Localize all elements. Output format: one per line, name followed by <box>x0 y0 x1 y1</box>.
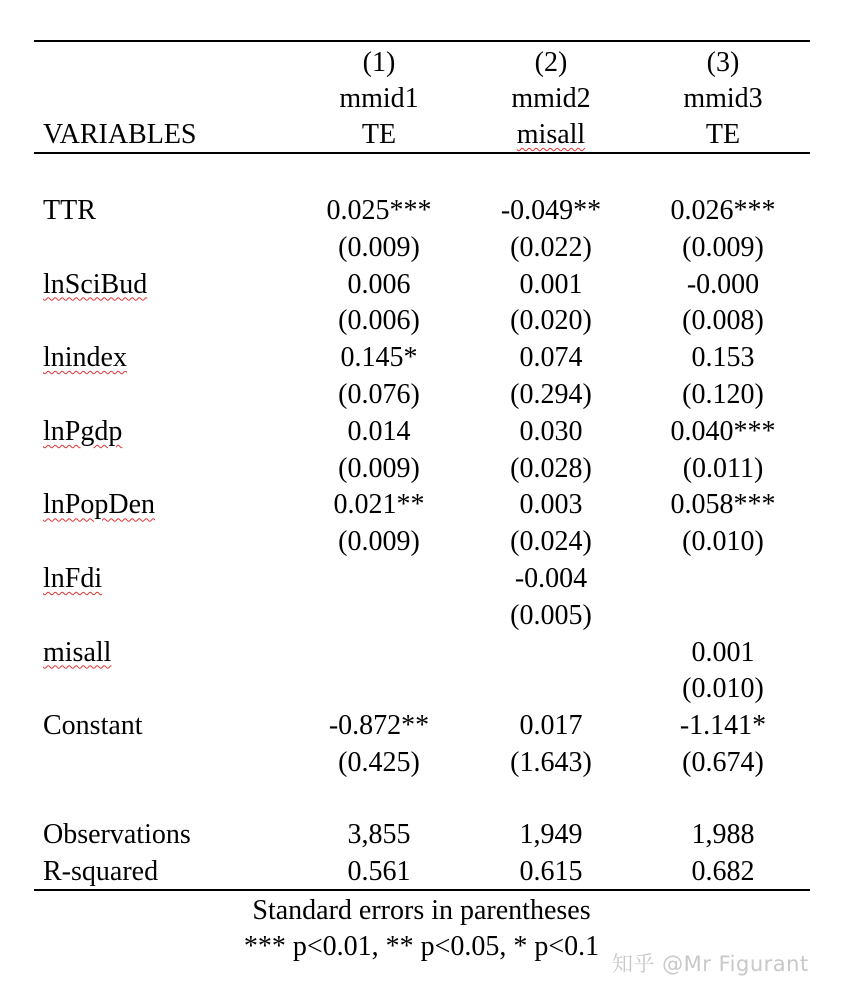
se-cell: (0.425) <box>338 747 420 778</box>
note-standard-errors: Standard errors in parentheses <box>252 895 591 926</box>
se-cell: (0.006) <box>338 305 420 337</box>
coef-cell: -1.141* <box>679 710 767 742</box>
col-model-1: mmid1 <box>339 83 419 114</box>
col-depvar-3: TE <box>705 119 741 150</box>
coef-cell: 0.014 <box>347 415 411 447</box>
variable-name: lnPopDen <box>43 489 155 521</box>
coef-cell: 0.025*** <box>326 195 432 226</box>
col-number-1: (1) <box>362 47 396 78</box>
se-cell: (0.024) <box>510 526 592 558</box>
coef-cell: -0.000 <box>686 268 760 300</box>
coef-cell: 0.040*** <box>670 415 776 447</box>
top-rule <box>34 40 810 42</box>
se-cell: (0.009) <box>682 231 764 263</box>
se-cell: (0.010) <box>682 673 764 705</box>
bottom-rule <box>34 889 810 891</box>
stat-value: 0.561 <box>347 855 411 887</box>
header-rule <box>34 152 810 154</box>
se-cell: (0.011) <box>682 452 764 484</box>
se-cell: (0.010) <box>682 526 764 558</box>
stat-value: 1,949 <box>519 819 583 850</box>
stat-value: 3,855 <box>347 819 411 850</box>
se-cell: (0.009) <box>338 231 420 263</box>
se-cell: (1.643) <box>510 747 592 778</box>
stat-value: 1,988 <box>691 819 755 850</box>
se-cell: (0.028) <box>510 452 592 484</box>
coef-cell: 0.003 <box>519 489 583 521</box>
stat-name: R-squared <box>43 855 159 887</box>
coef-cell: -0.872** <box>328 710 430 742</box>
se-cell: (0.005) <box>510 599 592 631</box>
coef-cell: 0.021** <box>333 489 425 521</box>
coef-cell: 0.001 <box>519 268 583 300</box>
coef-cell: 0.058*** <box>670 489 776 521</box>
coef-cell: 0.074 <box>519 342 583 374</box>
col-model-3: mmid3 <box>683 83 763 114</box>
coef-cell: 0.153 <box>691 342 755 374</box>
variable-name: lnindex <box>43 342 127 374</box>
se-cell: (0.008) <box>682 305 764 337</box>
se-cell: (0.294) <box>510 379 592 410</box>
variables-header: VARIABLES <box>43 119 197 150</box>
col-number-3: (3) <box>706 47 740 78</box>
stat-name: Observations <box>43 819 191 850</box>
col-model-2: mmid2 <box>511 83 591 114</box>
variable-name: Constant <box>43 710 143 742</box>
col-number-2: (2) <box>534 47 568 78</box>
note-significance: *** p<0.01, ** p<0.05, * p<0.1 <box>243 931 600 962</box>
coef-cell: 0.026*** <box>670 195 776 226</box>
variable-name: lnPgdp <box>43 415 123 447</box>
variable-name: lnSciBud <box>43 268 148 300</box>
coef-cell: 0.001 <box>691 636 755 668</box>
se-cell: (0.022) <box>510 231 592 263</box>
col-depvar-1: TE <box>361 119 397 150</box>
variable-name: misall <box>43 636 112 668</box>
coef-cell: 0.145* <box>340 342 418 374</box>
coef-cell: -0.004 <box>514 563 588 594</box>
coef-cell: 0.017 <box>519 710 583 742</box>
stat-value: 0.682 <box>691 855 755 887</box>
se-cell: (0.674) <box>682 747 764 778</box>
se-cell: (0.009) <box>338 452 420 484</box>
watermark: 知乎 @Mr Figurant <box>612 952 809 976</box>
se-cell: (0.020) <box>510 305 592 337</box>
coef-cell: -0.049** <box>500 195 602 226</box>
coef-cell: 0.006 <box>347 268 411 300</box>
se-cell: (0.120) <box>682 379 764 410</box>
stat-value: 0.615 <box>519 855 583 887</box>
col-depvar-2: misall <box>516 119 586 150</box>
se-cell: (0.076) <box>338 379 420 410</box>
variable-name: TTR <box>43 195 96 226</box>
se-cell: (0.009) <box>338 526 420 558</box>
variable-name: lnFdi <box>43 563 103 594</box>
coef-cell: 0.030 <box>519 415 583 447</box>
